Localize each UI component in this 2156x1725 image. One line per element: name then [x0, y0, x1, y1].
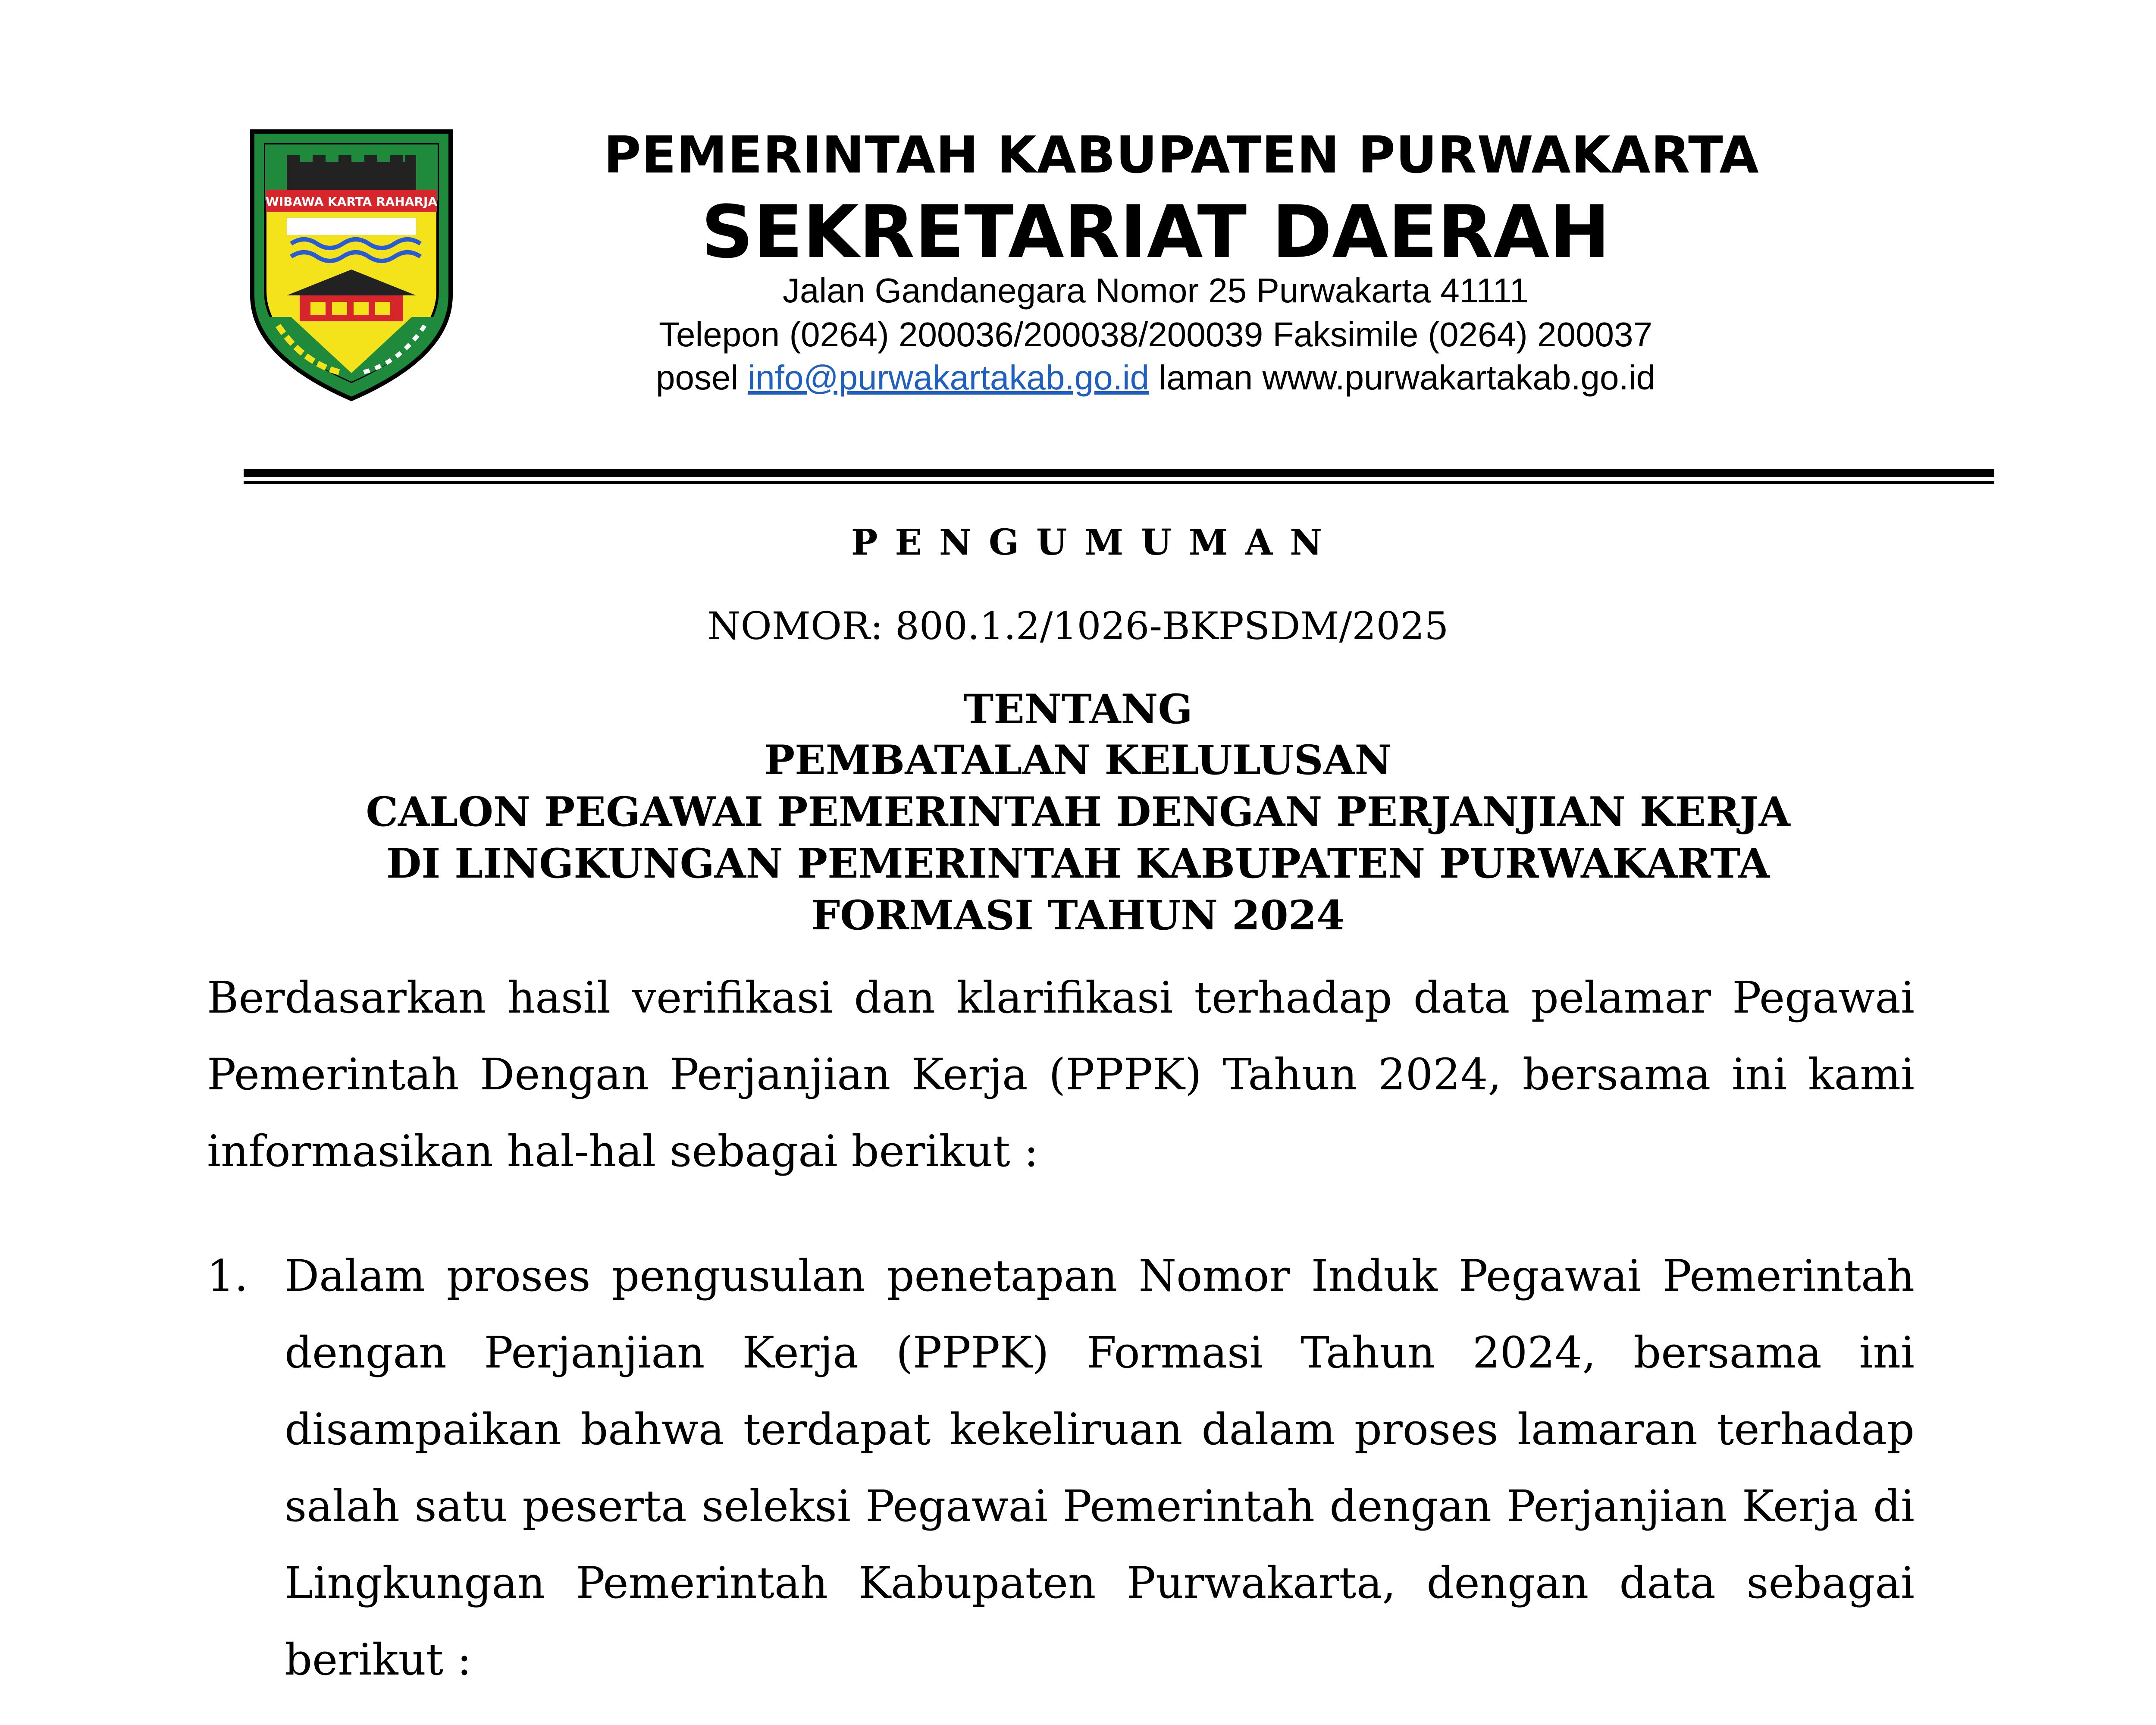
regency-coat-of-arms-logo: [239, 114, 464, 408]
website-label: laman: [1159, 358, 1253, 397]
logo-motto: WIBAWA KARTA RAHARJA: [265, 194, 438, 209]
office-name: SEKRETARIAT DAERAH: [701, 190, 1610, 274]
intro-paragraph: Berdasarkan hasil verifikasi dan klarifikasi terhadap data pelamar Pegawai Pemerintah Dengan Perjanjian Kerja (PPPK) Tahun 2024, bersama ini kami informasikan hal-hal sebagai berikut :: [207, 972, 1915, 1176]
title-line: TENTANG: [963, 686, 1193, 733]
phone-fax-line: Telepon (0264) 200036/200038/200039 Faksimile (0264) 200037: [659, 315, 1652, 354]
title-line: DI LINGKUNGAN PEMERINTAH KABUPATEN PURWAKARTA: [386, 840, 1770, 888]
title-line: FORMASI TAHUN 2024: [811, 892, 1345, 939]
document-number: NOMOR: 800.1.2/1026-BKPSDM/2025: [707, 604, 1449, 648]
website-text: www.purwakartakab.go.id: [1262, 358, 1656, 397]
document-type: PENGUMUMAN: [851, 522, 1340, 563]
government-name: PEMERINTAH KABUPATEN PURWAKARTA: [604, 125, 1759, 185]
title-line: PEMBATALAN KELULUSAN: [764, 737, 1392, 784]
list-item-text: Dalam proses pengusulan penetapan Nomor Induk Pegawai Pemerintah dengan Perjanjian Kerja (PPPK) Formasi Tahun 2024, bersama ini disampaikan bahwa terdapat kekeliruan dalam proses lamaran terhadap salah satu peserta seleksi Pegawai Pemerintah dengan Perjanjian Kerja di Lingkungan Pemerintah Kabupaten Purwakarta, dengan data sebagai berikut :: [285, 1251, 1915, 1685]
email-label: posel: [655, 358, 739, 397]
letterhead-divider-thin: [244, 481, 1994, 484]
letterhead-divider-thick: [244, 469, 1994, 477]
office-address: Jalan Gandanegara Nomor 25 Purwakarta 41111: [783, 271, 1529, 310]
email-link[interactable]: info@purwakartakab.go.id: [748, 358, 1150, 397]
title-line: CALON PEGAWAI PEMERINTAH DENGAN PERJANJIAN KERJA: [366, 788, 1790, 836]
list-item-number: 1.: [207, 1251, 248, 1301]
contact-line: [604, 358, 1708, 398]
